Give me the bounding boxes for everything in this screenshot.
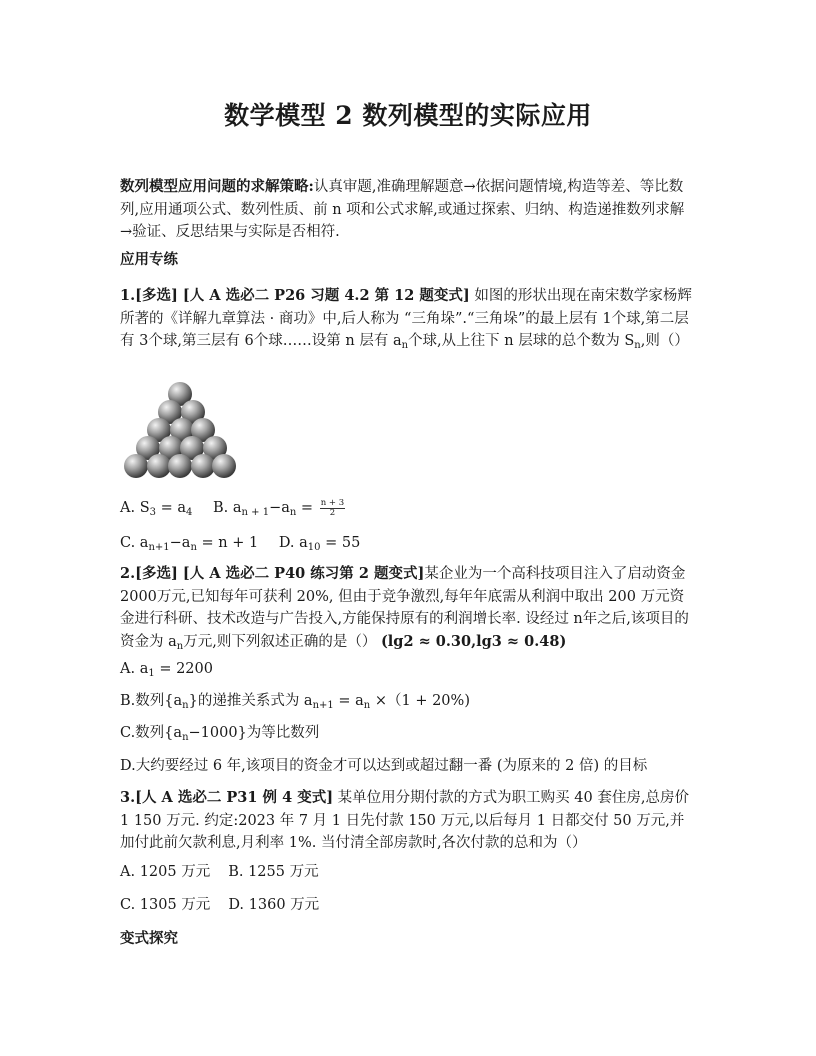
q2-option-b[interactable]: B.数列$\{a_n\}$的递推关系式为 $a_{n+1} = a_n \times(1 + 20\%)$ (120, 693, 470, 711)
section-heading-variant: 变式探究 (120, 930, 178, 947)
q1-sn-sub: n (634, 340, 641, 351)
q1-options-row-1 (120, 497, 345, 524)
ball (191, 454, 215, 478)
fraction: $\frac{n + 3}{2}$ (320, 497, 345, 518)
q1-options-row-2 (120, 532, 360, 559)
q2-option-c[interactable]: C.数列$\{a_n-1000\}$为等比数列 (120, 725, 320, 743)
q1-stem-c: ,则（） (640, 333, 689, 349)
triangular-ball-pile-image (122, 378, 252, 480)
q1-stem-a: 如图的形状出现在南宋数学家杨辉所著的《详解九章算法 · 商功》中,后人称为 “三角垛”.“三角垛”的最上层有 1个球,第二层有 3个球,第三层有 6个球……设第 n 层有 (120, 288, 692, 349)
q2-an-sub: n (176, 640, 184, 652)
q2-stem-b: 万元,则下列叙述正确的是（） (183, 633, 381, 650)
q1-sn: S (624, 333, 635, 349)
question-2 (120, 563, 698, 658)
q2-stem-a: 某企业为一个高科技项目注入了启动资金 2000万元,已知每年可获利 20%, 但由于竞争激烈,每年年底需从利润中取出 200 万元资金进行科研、技术改造与广告投入,方能保持原有的利润增长率. 设经过 n年之后,该项目的资金为 (120, 566, 689, 650)
ball (124, 454, 148, 478)
q1-option-a[interactable]: A. $S_3 = a_4$ (120, 500, 193, 518)
q1-tag: 1.[多选] [人 A 选必二 P26 习题 4.2 第 12 题变式] (120, 287, 470, 304)
q2-an: a (168, 633, 177, 650)
section-heading-practice: 应用专练 (120, 251, 178, 268)
q3-option-a[interactable]: A. 1205 万元 (120, 864, 211, 880)
q1-stem-b: 个球,从上往下 n 层球的总个数为 (408, 333, 625, 349)
q3-option-b[interactable]: B. 1255 万元 (228, 864, 319, 880)
question-1 (120, 285, 698, 358)
question-3 (120, 787, 698, 855)
q2-option-d[interactable]: D.大约要经过 6 年,该项目的资金才可以达到或超过翻一番 (为原来的 2 倍) 的目标 (120, 758, 648, 774)
page-title: 数学模型 2 数列模型的实际应用 (224, 101, 592, 130)
q1-an-sub: n (401, 340, 409, 351)
q3-options-row-2 (120, 894, 319, 916)
q1-an: a (392, 333, 402, 349)
strategy-paragraph (120, 176, 698, 244)
q2-tag: 2.[多选] [人 A 选必二 P40 练习第 2 题变式] (120, 565, 425, 582)
q2-option-a[interactable]: A. $a_1 = 2200$ (120, 661, 213, 679)
q3-tag: 3.[人 A 选必二 P31 例 4 变式] (120, 789, 334, 806)
q3-option-d[interactable]: D. 1360 万元 (228, 897, 320, 913)
q1-option-d[interactable]: D. $a_{10} = 55$ (278, 535, 361, 553)
q3-option-c[interactable]: C. 1305 万元 (120, 897, 211, 913)
strategy-text: 认真审题,准确理解题意→依据问题情境,构造等差、等比数列,应用通项公式、数列性质、前 n 项和公式求解,或通过探索、归纳、构造递推数列求解 →验证、反思结果与实际是否相符. (120, 179, 685, 240)
ball (168, 454, 192, 478)
ball (147, 454, 171, 478)
ball (212, 454, 236, 478)
q1-option-b[interactable]: B. $a_{n + 1}-a_n$ = $\frac{n + 3}{2}$ (213, 497, 345, 518)
q3-options-row-1 (120, 861, 319, 883)
q3-stem: 某单位用分期付款的方式为职工购买 40 套住房,总房价 1 150 万元. 约定:2023 年 7 月 1 日先付款 150 万元,以后每月 1 日都交付 50 万元,并加付此前欠款利息,月利率 1%. 当付清全部房款时,各次付款的总和为（） (120, 790, 689, 851)
strategy-label: 数列模型应用问题的求解策略: (120, 178, 314, 195)
q2-log-hint: (lg2 ≈ 0.30,lg3 ≈ 0.48) (380, 632, 567, 650)
q1-option-c[interactable]: C. $a_{n+1}-a_n = n + 1$ (120, 535, 259, 553)
